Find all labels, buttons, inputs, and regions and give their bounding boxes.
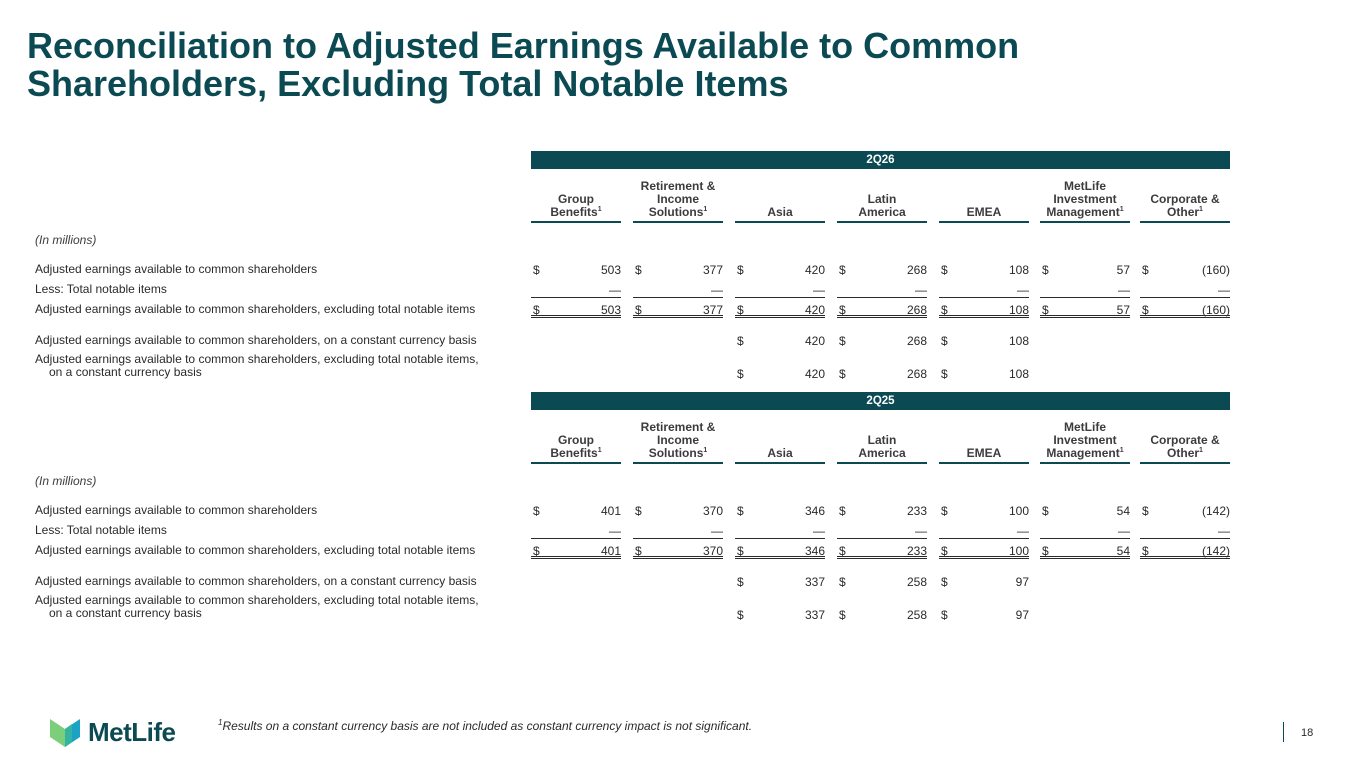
footnote-text: Results on a constant currency basis are not included as constant currency impact is not significant. xyxy=(222,719,753,733)
table-cell-less xyxy=(735,283,825,298)
page-number-divider xyxy=(1283,722,1284,742)
cell-value: 377 xyxy=(702,263,723,277)
row-label-line: on a constant currency basis xyxy=(49,606,202,620)
currency-symbol: $ xyxy=(839,334,846,348)
currency-symbol: $ xyxy=(635,504,642,518)
column-header-line xyxy=(633,206,723,219)
cell-value: 420 xyxy=(804,334,825,348)
column-header xyxy=(837,173,927,223)
cell-value: 258 xyxy=(906,608,927,622)
column-header xyxy=(531,414,621,464)
currency-symbol: $ xyxy=(839,544,846,558)
currency-symbol: $ xyxy=(941,575,948,589)
currency-symbol: $ xyxy=(1042,263,1049,277)
cell-value: — xyxy=(609,524,621,538)
footnote-marker: 1 xyxy=(597,206,602,213)
table-cell-excl xyxy=(837,303,927,318)
column-header xyxy=(735,414,825,464)
column-header xyxy=(1040,173,1130,223)
currency-symbol: $ xyxy=(533,544,540,558)
cell-value: — xyxy=(1017,283,1029,297)
currency-symbol: $ xyxy=(941,608,948,622)
column-header-line: Retirement & xyxy=(640,179,716,193)
row-label-excl-cc xyxy=(35,353,515,379)
column-header xyxy=(1140,173,1230,223)
cell-value: 420 xyxy=(804,303,825,317)
page-title-line-2: Shareholders, Excluding Total Notable Items xyxy=(27,63,789,104)
column-header-line: Retirement & xyxy=(640,420,716,434)
table-cell-cc xyxy=(735,575,825,590)
table-cell-less xyxy=(939,283,1029,298)
table-cell-cc xyxy=(837,334,927,349)
row-label-line: on a constant currency basis xyxy=(49,365,202,379)
row-label-less: Less: Total notable items xyxy=(35,523,167,537)
currency-symbol: $ xyxy=(1042,303,1049,317)
footnote-marker: 1 xyxy=(703,447,708,454)
column-header-line: MetLife xyxy=(1064,179,1106,193)
table-cell-excl xyxy=(1040,303,1130,318)
table-cell-adj xyxy=(633,263,723,278)
table-cell-excl xyxy=(633,544,723,559)
units-label: (In millions) xyxy=(35,233,97,247)
cell-value: 401 xyxy=(600,544,621,558)
cell-value: 97 xyxy=(1015,608,1029,622)
currency-symbol: $ xyxy=(839,575,846,589)
column-header-line: Latin xyxy=(867,433,897,447)
cell-value: — xyxy=(915,524,927,538)
cell-value: 54 xyxy=(1116,544,1130,558)
table-cell-less xyxy=(1040,524,1130,539)
table-cell-adj xyxy=(531,263,621,278)
row-label-excl-cc xyxy=(35,594,515,620)
column-header-line: Investment xyxy=(1053,192,1117,206)
currency-symbol: $ xyxy=(737,575,744,589)
currency-symbol: $ xyxy=(839,303,846,317)
currency-symbol: $ xyxy=(1042,504,1049,518)
table-cell-excl xyxy=(735,303,825,318)
currency-symbol: $ xyxy=(839,504,846,518)
cell-value: 108 xyxy=(1008,367,1029,381)
table-cell-cc xyxy=(837,575,927,590)
table-cell-excl xyxy=(1140,544,1230,559)
cell-value: 401 xyxy=(600,504,621,518)
row-label-cc: Adjusted earnings available to common shareholders, on a constant currency basis xyxy=(35,333,477,347)
column-header-line: Latin xyxy=(867,192,897,206)
column-header-text: Other xyxy=(1167,205,1200,219)
cell-value: — xyxy=(711,283,723,297)
column-header-line xyxy=(939,206,1029,219)
table-cell-less xyxy=(633,524,723,539)
cell-value: 97 xyxy=(1015,575,1029,589)
column-header-text: Management xyxy=(1046,205,1120,219)
cell-value: 100 xyxy=(1008,504,1029,518)
column-header-text: EMEA xyxy=(966,205,1002,219)
table-cell-excl xyxy=(939,544,1029,559)
table-cell-adj xyxy=(939,504,1029,519)
cell-value: 108 xyxy=(1008,334,1029,348)
currency-symbol: $ xyxy=(533,303,540,317)
cell-value: — xyxy=(609,283,621,297)
column-header-text: Solutions xyxy=(648,446,704,460)
table-cell-excl xyxy=(939,303,1029,318)
cell-value: 370 xyxy=(702,544,723,558)
currency-symbol: $ xyxy=(839,263,846,277)
currency-symbol: $ xyxy=(941,504,948,518)
cell-value: 268 xyxy=(906,367,927,381)
column-header-line: Investment xyxy=(1053,433,1117,447)
cell-value: 108 xyxy=(1008,303,1029,317)
page-title-line-1: Reconciliation to Adjusted Earnings Available to Common xyxy=(27,25,1020,66)
table-cell-adj xyxy=(633,504,723,519)
table-cell-excl_cc xyxy=(837,367,927,382)
column-header-line xyxy=(1040,206,1130,219)
table-cell-excl_cc xyxy=(735,367,825,382)
currency-symbol: $ xyxy=(1142,303,1149,317)
footnote-marker: 1 xyxy=(218,718,223,727)
cell-value: (142) xyxy=(1201,544,1230,558)
column-header-text: Asia xyxy=(767,205,793,219)
row-label-adj: Adjusted earnings available to common shareholders xyxy=(35,262,318,276)
cell-value: 377 xyxy=(702,303,723,317)
footnote-marker: 1 xyxy=(1199,206,1203,213)
table-cell-adj xyxy=(939,263,1029,278)
column-header xyxy=(939,173,1029,223)
table-cell-adj xyxy=(1040,504,1130,519)
column-header xyxy=(837,414,927,464)
footnote xyxy=(218,718,752,733)
column-header-line xyxy=(837,447,927,460)
column-header-line xyxy=(1040,447,1130,460)
currency-symbol: $ xyxy=(635,303,642,317)
table-cell-cc xyxy=(735,334,825,349)
table-cell-less xyxy=(939,524,1029,539)
table-cell-less xyxy=(1140,524,1230,539)
row-label-less: Less: Total notable items xyxy=(35,282,167,296)
cell-value: — xyxy=(1118,524,1130,538)
cell-value: 420 xyxy=(804,367,825,381)
cell-value: 57 xyxy=(1116,303,1130,317)
column-header-text: Solutions xyxy=(648,205,704,219)
table-cell-excl_cc xyxy=(837,608,927,623)
table-cell-excl xyxy=(1140,303,1230,318)
currency-symbol: $ xyxy=(839,367,846,381)
column-header-text: Asia xyxy=(767,446,793,460)
table-cell-less xyxy=(735,524,825,539)
cell-value: — xyxy=(813,524,825,538)
column-header-line xyxy=(633,447,723,460)
page-number: 18 xyxy=(1301,727,1314,739)
currency-symbol: $ xyxy=(941,544,948,558)
table-cell-excl_cc xyxy=(939,608,1029,623)
column-header-text: EMEA xyxy=(966,446,1002,460)
cell-value: 346 xyxy=(804,544,825,558)
table-cell-excl xyxy=(531,544,621,559)
currency-symbol: $ xyxy=(941,263,948,277)
page-title xyxy=(27,27,1227,103)
column-header xyxy=(1040,414,1130,464)
column-header-line: MetLife xyxy=(1064,420,1106,434)
currency-symbol: $ xyxy=(533,504,540,518)
table-cell-adj xyxy=(837,263,927,278)
metlife-logo xyxy=(50,717,176,748)
cell-value: — xyxy=(813,283,825,297)
table-cell-excl xyxy=(1040,544,1130,559)
currency-symbol: $ xyxy=(941,303,948,317)
column-header xyxy=(939,414,1029,464)
cell-value: 370 xyxy=(702,504,723,518)
table-cell-less xyxy=(1140,283,1230,298)
currency-symbol: $ xyxy=(737,334,744,348)
currency-symbol: $ xyxy=(1142,544,1149,558)
footnote-marker: 1 xyxy=(703,206,708,213)
table-cell-excl_cc xyxy=(735,608,825,623)
currency-symbol: $ xyxy=(737,608,744,622)
cell-value: — xyxy=(1017,524,1029,538)
column-header xyxy=(633,173,723,223)
currency-symbol: $ xyxy=(737,544,744,558)
table-cell-adj xyxy=(531,504,621,519)
row-label-line: Adjusted earnings available to common shareholders, excluding total notable items, xyxy=(35,593,479,607)
column-header-text: America xyxy=(858,446,906,460)
currency-symbol: $ xyxy=(941,334,948,348)
column-header-line: Group xyxy=(558,433,594,447)
table-cell-adj xyxy=(1040,263,1130,278)
column-header-text: Management xyxy=(1046,446,1120,460)
table-cell-adj xyxy=(837,504,927,519)
cell-value: 233 xyxy=(906,544,927,558)
column-header-line xyxy=(531,447,621,460)
cell-value: 233 xyxy=(906,504,927,518)
period-header-2q25: 2Q25 xyxy=(531,392,1230,410)
currency-symbol: $ xyxy=(635,263,642,277)
table-cell-excl xyxy=(735,544,825,559)
row-label-line: Adjusted earnings available to common shareholders, excluding total notable items, xyxy=(35,352,479,366)
cell-value: 337 xyxy=(804,575,825,589)
currency-symbol: $ xyxy=(839,608,846,622)
cell-value: 268 xyxy=(906,334,927,348)
table-cell-less xyxy=(531,524,621,539)
column-header-line: Corporate & xyxy=(1150,433,1220,447)
footnote-marker: 1 xyxy=(1199,447,1203,454)
cell-value: — xyxy=(1218,524,1230,538)
logo-wordmark: MetLife xyxy=(88,717,176,747)
column-header-line xyxy=(1140,447,1230,460)
cell-value: (160) xyxy=(1201,303,1230,317)
cell-value: (160) xyxy=(1201,263,1230,277)
cell-value: — xyxy=(1218,283,1230,297)
row-label-adj: Adjusted earnings available to common shareholders xyxy=(35,503,318,517)
currency-symbol: $ xyxy=(941,367,948,381)
cell-value: 503 xyxy=(600,303,621,317)
column-header-line: Corporate & xyxy=(1150,192,1220,206)
row-label-excl: Adjusted earnings available to common shareholders, excluding total notable items xyxy=(35,302,476,316)
column-header-line xyxy=(735,447,825,460)
currency-symbol: $ xyxy=(737,263,744,277)
cell-value: — xyxy=(711,524,723,538)
row-label-excl: Adjusted earnings available to common shareholders, excluding total notable items xyxy=(35,543,476,557)
cell-value: 57 xyxy=(1116,263,1130,277)
table-cell-cc xyxy=(939,575,1029,590)
column-header-text: America xyxy=(858,205,906,219)
column-header-line xyxy=(735,206,825,219)
cell-value: 503 xyxy=(600,263,621,277)
cell-value: 420 xyxy=(804,263,825,277)
table-cell-less xyxy=(837,283,927,298)
column-header xyxy=(531,173,621,223)
cell-value: — xyxy=(1118,283,1130,297)
column-header-line xyxy=(939,447,1029,460)
table-cell-adj xyxy=(1140,263,1230,278)
cell-value: 337 xyxy=(804,608,825,622)
table-cell-excl_cc xyxy=(939,367,1029,382)
period-header-2q26: 2Q26 xyxy=(531,151,1230,169)
column-header-line: Group xyxy=(558,192,594,206)
cell-value: 268 xyxy=(906,263,927,277)
currency-symbol: $ xyxy=(533,263,540,277)
currency-symbol: $ xyxy=(1042,544,1049,558)
table-cell-adj xyxy=(735,504,825,519)
footnote-marker: 1 xyxy=(1119,447,1124,454)
currency-symbol: $ xyxy=(635,544,642,558)
units-label: (In millions) xyxy=(35,474,97,488)
footnote-marker: 1 xyxy=(597,447,602,454)
column-header xyxy=(1140,414,1230,464)
currency-symbol: $ xyxy=(737,303,744,317)
column-header-line: Income xyxy=(656,433,699,447)
cell-value: 258 xyxy=(906,575,927,589)
table-cell-less xyxy=(1040,283,1130,298)
table-cell-less xyxy=(531,283,621,298)
metlife-logo-icon xyxy=(50,719,80,747)
table-cell-cc xyxy=(939,334,1029,349)
column-header-text: Benefits xyxy=(550,446,598,460)
currency-symbol: $ xyxy=(1142,263,1149,277)
cell-value: — xyxy=(915,283,927,297)
currency-symbol: $ xyxy=(737,504,744,518)
column-header-text: Benefits xyxy=(550,205,598,219)
column-header-line xyxy=(531,206,621,219)
cell-value: 268 xyxy=(906,303,927,317)
table-cell-excl xyxy=(633,303,723,318)
cell-value: 346 xyxy=(804,504,825,518)
cell-value: 100 xyxy=(1008,544,1029,558)
table-cell-excl xyxy=(837,544,927,559)
currency-symbol: $ xyxy=(737,367,744,381)
column-header-text: Other xyxy=(1167,446,1200,460)
row-label-cc: Adjusted earnings available to common shareholders, on a constant currency basis xyxy=(35,574,477,588)
table-cell-adj xyxy=(735,263,825,278)
cell-value: 108 xyxy=(1008,263,1029,277)
currency-symbol: $ xyxy=(1142,504,1149,518)
table-cell-less xyxy=(837,524,927,539)
footnote-marker: 1 xyxy=(1119,206,1124,213)
table-cell-less xyxy=(633,283,723,298)
column-header-line xyxy=(1140,206,1230,219)
column-header xyxy=(633,414,723,464)
column-header-line: Income xyxy=(656,192,699,206)
table-cell-adj xyxy=(1140,504,1230,519)
table-cell-excl xyxy=(531,303,621,318)
column-header xyxy=(735,173,825,223)
cell-value: (142) xyxy=(1201,504,1230,518)
cell-value: 54 xyxy=(1116,504,1130,518)
column-header-line xyxy=(837,206,927,219)
